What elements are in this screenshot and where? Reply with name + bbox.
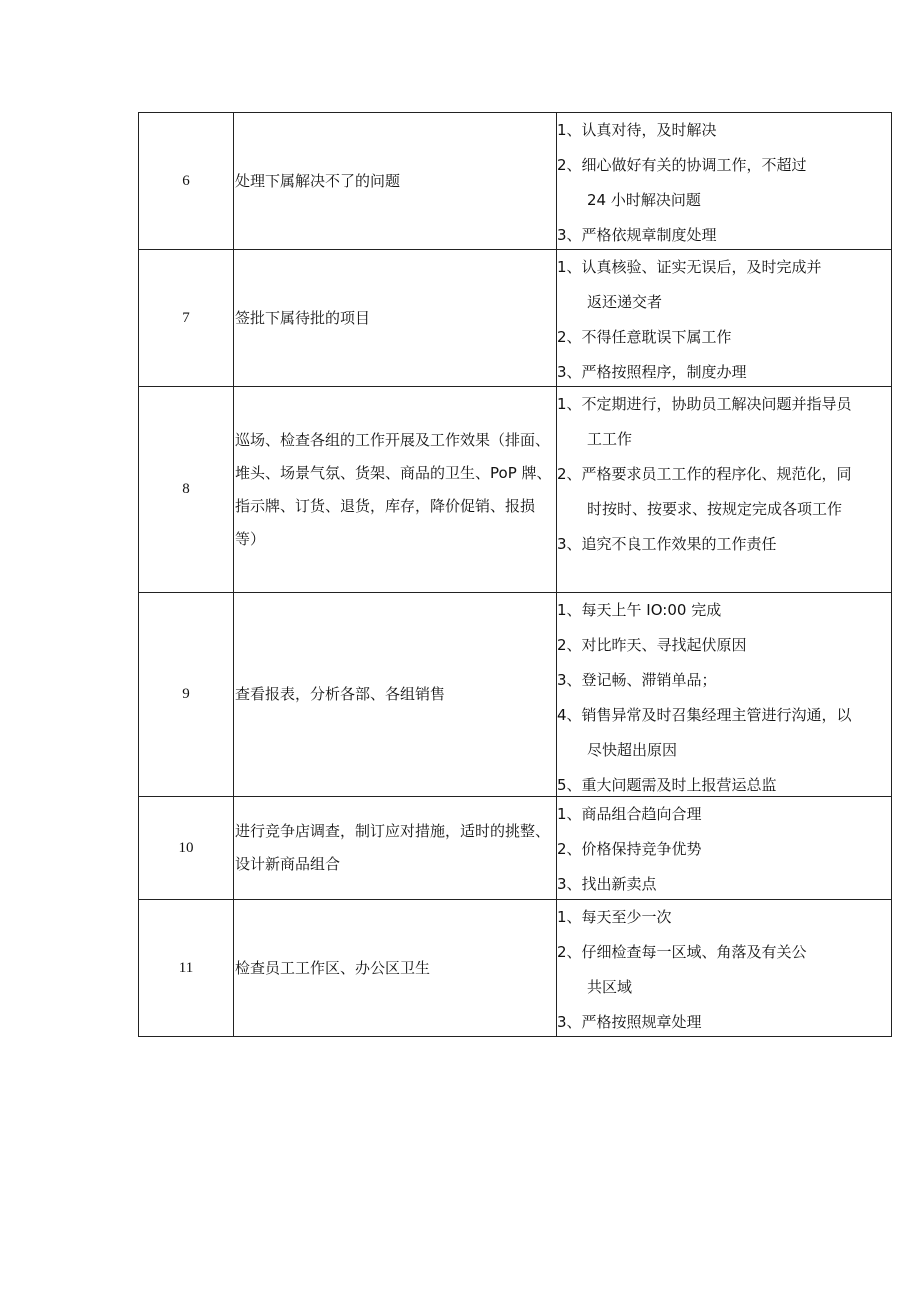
task-description: 检查员工工作区、办公区卫生 — [234, 900, 557, 1037]
requirement-line: 4、销售异常及时召集经理主管进行沟通，以 — [557, 706, 852, 724]
requirement-line: 1、商品组合趋向合理 — [557, 805, 702, 823]
requirements-cell — [557, 387, 892, 593]
table-row — [139, 593, 892, 797]
requirement-line: 时按时、按要求、按规定完成各项工作 — [587, 500, 843, 518]
requirement-line: 工工作 — [587, 430, 633, 448]
requirement-line: 24 小时解决问题 — [587, 191, 701, 209]
duties-table — [138, 112, 892, 1037]
requirement-line: 3、严格按照程序，制度办理 — [557, 363, 747, 381]
table-row — [139, 387, 892, 593]
requirement-line: 2、严格要求员工工作的程序化、规范化，同 — [557, 465, 852, 483]
requirement-line: 1、每天至少一次 — [557, 908, 672, 926]
row-number: 7 — [139, 250, 234, 387]
requirement-line: 2、不得任意耽误下属工作 — [557, 328, 732, 346]
requirement-line: 2、仔细检查每一区域、角落及有关公 — [557, 943, 807, 961]
row-number: 8 — [139, 387, 234, 593]
task-description: 进行竞争店调查，制订应对措施，适时的挑整、设计新商品组合 — [234, 797, 557, 900]
requirement-line: 返还递交者 — [587, 293, 663, 311]
duties-table-body — [139, 113, 892, 1037]
table-row — [139, 797, 892, 900]
requirement-line: 3、追究不良工作效果的工作责任 — [557, 535, 777, 553]
table-row — [139, 113, 892, 250]
requirements-cell — [557, 113, 892, 250]
requirements-list — [557, 113, 891, 249]
table-row — [139, 900, 892, 1037]
table-row — [139, 250, 892, 387]
requirements-list — [557, 900, 891, 1036]
requirement-line: 5、重大问题需及时上报营运总监 — [557, 776, 777, 794]
requirements-cell — [557, 250, 892, 387]
requirement-line: 1、认真核验、证实无误后，及时完成并 — [557, 258, 822, 276]
requirements-list — [557, 593, 891, 796]
requirements-cell — [557, 593, 892, 797]
requirements-cell — [557, 900, 892, 1037]
requirements-cell — [557, 797, 892, 900]
requirement-line: 3、严格按照规章处理 — [557, 1013, 702, 1031]
requirements-list — [557, 797, 891, 899]
requirement-line: 1、每天上午 IO:00 完成 — [557, 601, 722, 619]
requirement-line: 2、对比昨天、寻找起伏原因 — [557, 636, 747, 654]
task-description: 查看报表，分析各部、各组销售 — [234, 593, 557, 797]
requirement-line: 共区域 — [587, 978, 633, 996]
requirements-list — [557, 387, 891, 592]
requirement-line: 3、找出新卖点 — [557, 875, 657, 893]
task-description: 处理下属解决不了的问题 — [234, 113, 557, 250]
requirement-line: 1、认真对待，及时解决 — [557, 121, 717, 139]
row-number: 6 — [139, 113, 234, 250]
requirement-line: 3、严格依规章制度处理 — [557, 226, 717, 244]
requirement-line: 1、不定期进行，协助员工解决问题并指导员 — [557, 395, 852, 413]
requirement-line: 2、价格保持竞争优势 — [557, 840, 702, 858]
requirement-line: 3、登记畅、滞销单品； — [557, 671, 717, 689]
requirements-list — [557, 250, 891, 386]
row-number: 10 — [139, 797, 234, 900]
requirement-line: 2、细心做好有关的协调工作，不超过 — [557, 156, 807, 174]
task-description: 签批下属待批的项目 — [234, 250, 557, 387]
row-number: 9 — [139, 593, 234, 797]
requirement-line: 尽快超出原因 — [587, 741, 678, 759]
row-number: 11 — [139, 900, 234, 1037]
task-description: 巡场、检查各组的工作开展及工作效果（排面、堆头、场景气氛、货架、商品的卫生、PoP 牌、指示牌、订货、退货，库存，降价促销、报损等） — [234, 387, 557, 593]
